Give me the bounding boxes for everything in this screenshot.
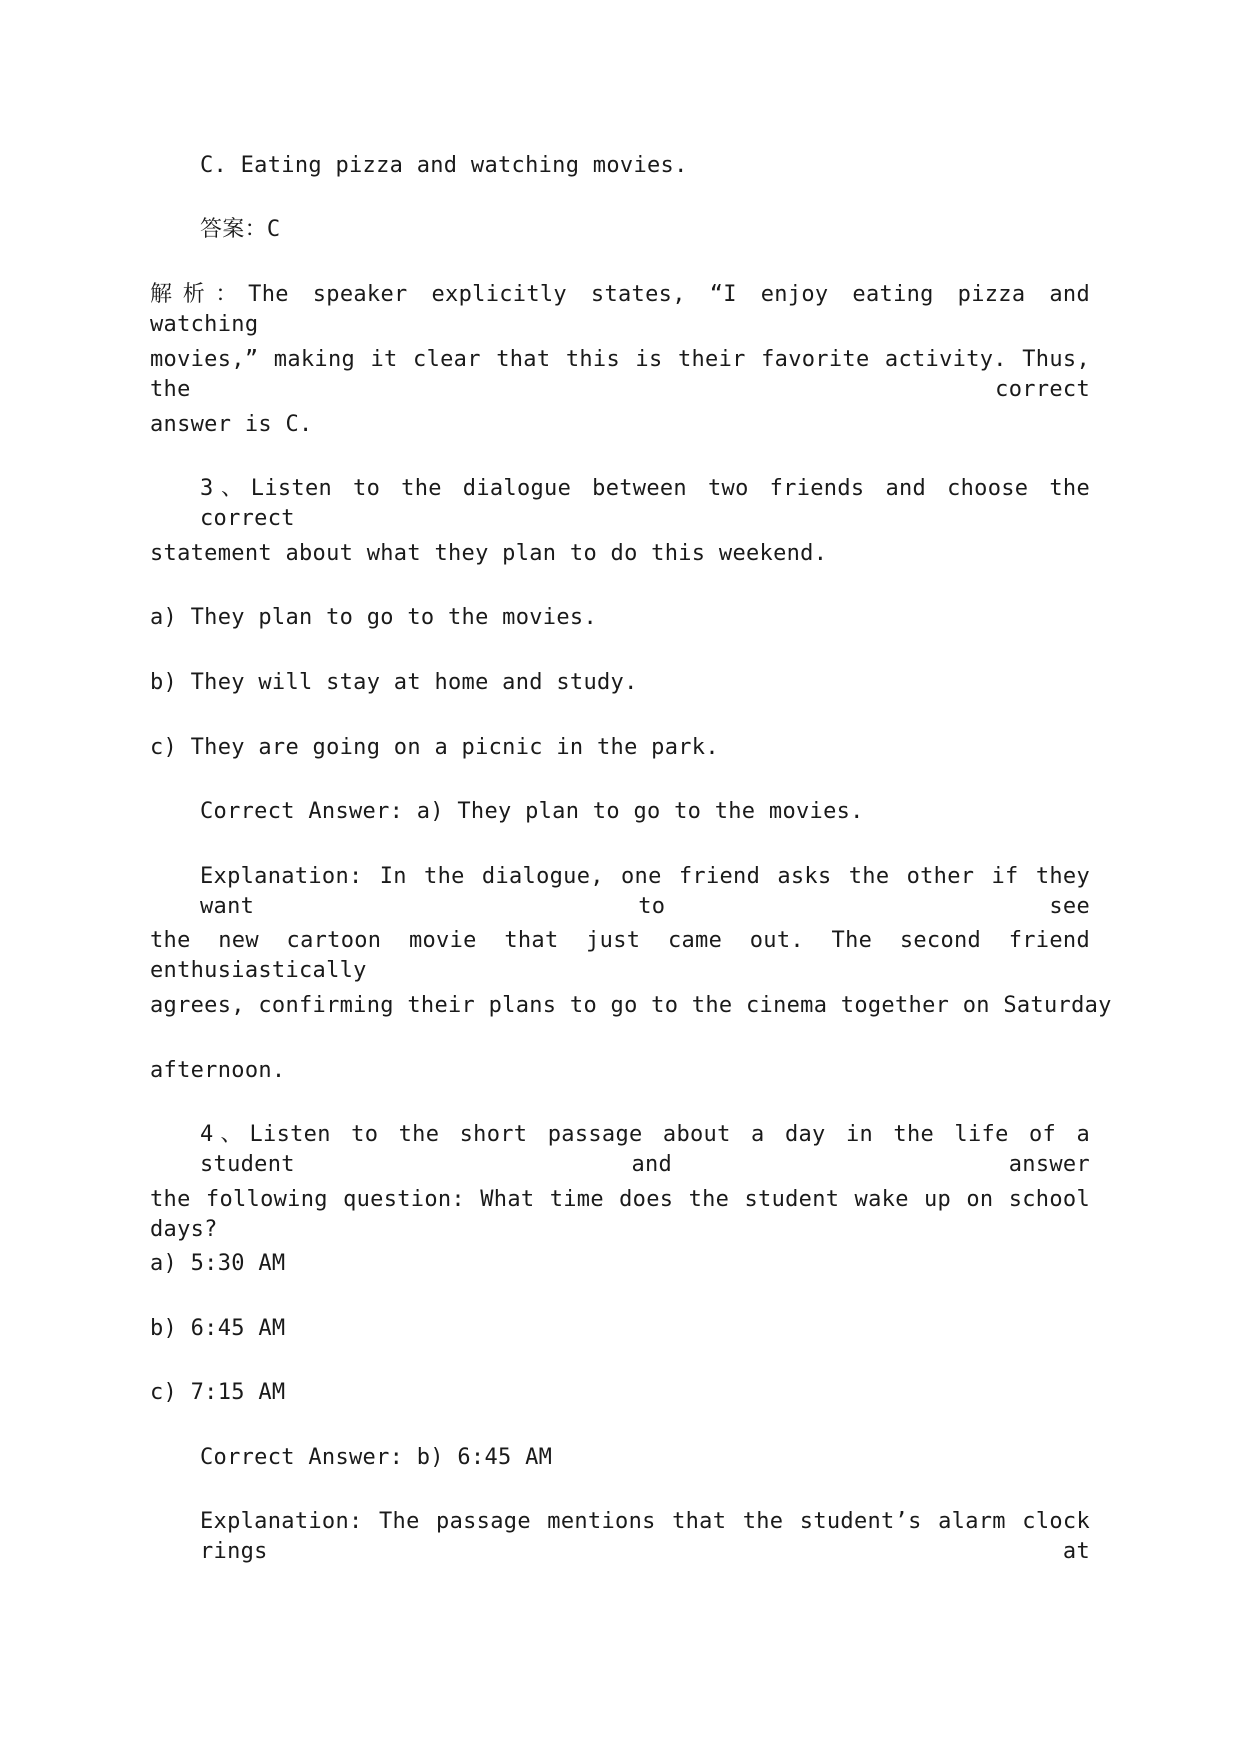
q4-question-line-1: 4、Listen to the short passage about a day in the life of a student and answer [200,1122,1090,1177]
q3-question-line-1: 3、Listen to the dialogue between two friends and choose the correct [200,476,1090,531]
q3-question-line-2: statement about what they plan to do this weekend. [150,541,828,566]
q2-analysis-line-2: movies,” making it clear that this is their favorite activity. Thus, the correct [150,347,1090,402]
q3-explanation-line-1: Explanation: In the dialogue, one friend asks the other if they want to see [200,864,1090,919]
q4-option-c: c) 7:15 AM [150,1380,286,1405]
q3-correct-answer: Correct Answer: a) They plan to go to the movies. [200,799,864,824]
q3-explanation-line-4: afternoon. [150,1058,286,1083]
q3-option-c: c) They are going on a picnic in the park. [150,735,719,760]
q3-explanation-line-2: the new cartoon movie that just came out. The second friend enthusiastically [150,928,1090,983]
q4-correct-answer: Correct Answer: b) 6:45 AM [200,1445,553,1470]
q3-option-a: a) They plan to go to the movies. [150,605,597,630]
q2-analysis-line-1: 解析：The speaker explicitly states, “I enjoy eating pizza and watching [150,282,1090,337]
q2-option-c: C. Eating pizza and watching movies. [200,153,688,178]
q3-option-b: b) They will stay at home and study. [150,670,638,695]
q2-analysis-line-3: answer is C. [150,412,313,437]
q4-question-line-2: the following question: What time does the student wake up on school days? [150,1187,1090,1242]
q2-answer: 答案：C [200,217,281,242]
q4-explanation-line-1: Explanation: The passage mentions that the student’s alarm clock rings at [200,1509,1090,1564]
q4-option-a: a) 5:30 AM [150,1251,286,1276]
q4-option-b: b) 6:45 AM [150,1316,286,1341]
q3-explanation-line-3: agrees, confirming their plans to go to the cinema together on Saturday [150,993,1112,1018]
